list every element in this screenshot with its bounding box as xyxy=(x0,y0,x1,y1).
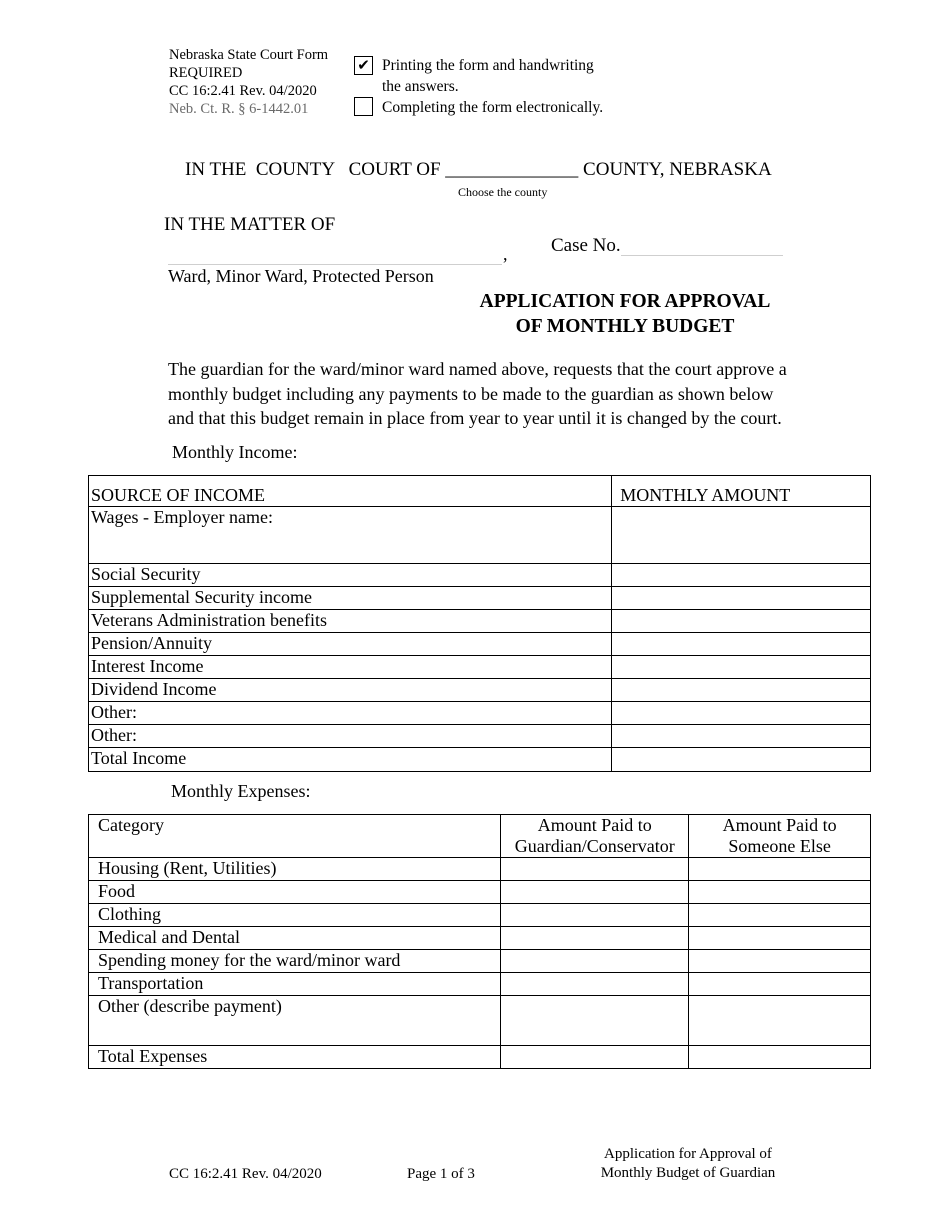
electronic-option-label: Completing the form electronically. xyxy=(382,99,604,116)
income-source: Dividend Income xyxy=(89,679,612,702)
expense-other-cell[interactable] xyxy=(689,950,871,973)
print-option-line1: Printing the form and handwriting xyxy=(382,57,594,74)
income-header-row xyxy=(89,476,871,507)
income-amount-cell[interactable] xyxy=(612,564,871,587)
expense-guardian-cell[interactable] xyxy=(501,996,689,1046)
expense-category: Housing (Rent, Utilities) xyxy=(89,858,501,881)
expense-other-cell[interactable] xyxy=(689,973,871,996)
print-option-checkbox[interactable]: ✔ xyxy=(354,56,373,75)
col-guardian-line2: Guardian/Conservator xyxy=(514,836,675,856)
income-source: Pension/Annuity xyxy=(89,633,612,656)
intro-line: The guardian for the ward/minor ward named above, requests that the court approve a xyxy=(168,359,787,379)
expense-other-cell[interactable] xyxy=(689,904,871,927)
col-other-line1: Amount Paid to xyxy=(722,815,837,835)
form-identification xyxy=(169,46,328,118)
table-row xyxy=(89,702,871,725)
footer-title-line2: Monthly Budget of Guardian xyxy=(600,1165,776,1181)
expenses-heading: Monthly Expenses: xyxy=(171,781,311,801)
income-amount-cell[interactable] xyxy=(612,656,871,679)
expense-guardian-cell[interactable] xyxy=(501,881,689,904)
ward-name-comma: , xyxy=(503,244,508,264)
print-option-line2: the answers. xyxy=(382,78,459,95)
expense-guardian-cell[interactable] xyxy=(501,858,689,881)
table-row xyxy=(89,973,871,996)
table-row xyxy=(89,564,871,587)
form-required: REQUIRED xyxy=(169,65,243,81)
income-source: Other: xyxy=(89,725,612,748)
footer-title-line1: Application for Approval of xyxy=(604,1146,772,1162)
case-number-field[interactable] xyxy=(621,236,783,256)
income-source: Interest Income xyxy=(89,656,612,679)
income-amount-cell[interactable] xyxy=(612,507,871,564)
footer-page-number: Page 1 of 3 xyxy=(407,1166,475,1182)
court-rule: Neb. Ct. R. § 6-1442.01 xyxy=(169,101,309,117)
expense-category: Food xyxy=(89,881,501,904)
table-row xyxy=(89,633,871,656)
table-row xyxy=(89,950,871,973)
expense-other-cell[interactable] xyxy=(689,881,871,904)
income-total-cell[interactable] xyxy=(612,748,871,772)
expense-category: Other (describe payment) xyxy=(89,996,501,1046)
print-option-label xyxy=(382,55,594,97)
court-prefix: IN THE COUNTY COURT OF xyxy=(185,159,441,180)
ward-caption: Ward, Minor Ward, Protected Person xyxy=(168,266,434,286)
expense-other-cell[interactable] xyxy=(689,996,871,1046)
income-col-amount: MONTHLY AMOUNT xyxy=(612,476,871,507)
table-row xyxy=(89,507,871,564)
income-source: Wages - Employer name: xyxy=(89,507,612,564)
income-source: Other: xyxy=(89,702,612,725)
title-line1: APPLICATION FOR APPROVAL xyxy=(479,291,771,312)
income-amount-cell[interactable] xyxy=(612,633,871,656)
table-row xyxy=(89,679,871,702)
table-row xyxy=(89,1046,871,1069)
expenses-table xyxy=(88,814,871,1069)
income-amount-cell[interactable] xyxy=(612,587,871,610)
expense-other-cell[interactable] xyxy=(689,858,871,881)
court-suffix: COUNTY, NEBRASKA xyxy=(583,159,772,180)
table-row xyxy=(89,881,871,904)
income-amount-cell[interactable] xyxy=(612,725,871,748)
footer-form-number: CC 16:2.41 Rev. 04/2020 xyxy=(169,1166,322,1182)
table-row xyxy=(89,656,871,679)
title-line2: OF MONTHLY BUDGET xyxy=(515,316,735,337)
expense-category: Spending money for the ward/minor ward xyxy=(89,950,501,973)
intro-line: monthly budget including any payments to be made to the guardian as shown below xyxy=(168,383,774,404)
income-col-source: SOURCE OF INCOME xyxy=(89,476,612,507)
table-row xyxy=(89,927,871,950)
col-other-line2: Someone Else xyxy=(728,836,831,856)
expenses-col-guardian xyxy=(501,815,689,858)
expense-category: Medical and Dental xyxy=(89,927,501,950)
income-amount-cell[interactable] xyxy=(612,679,871,702)
income-heading: Monthly Income: xyxy=(172,442,298,462)
court-caption xyxy=(185,159,772,181)
table-row xyxy=(89,748,871,772)
income-amount-cell[interactable] xyxy=(612,702,871,725)
intro-line: and that this budget remain in place from year to year until it is changed by the court. xyxy=(168,408,782,428)
expense-guardian-cell[interactable] xyxy=(501,973,689,996)
expenses-header-row xyxy=(89,815,871,858)
expenses-col-category: Category xyxy=(89,815,501,858)
income-source: Supplemental Security income xyxy=(89,587,612,610)
income-source: Social Security xyxy=(89,564,612,587)
table-row xyxy=(89,996,871,1046)
table-row xyxy=(89,904,871,927)
case-number-label: Case No. xyxy=(551,235,621,256)
electronic-option-checkbox[interactable] xyxy=(354,97,373,116)
expenses-total-guardian-cell[interactable] xyxy=(501,1046,689,1069)
form-name: Nebraska State Court Form xyxy=(169,47,329,63)
table-row xyxy=(89,725,871,748)
form-revision: CC 16:2.41 Rev. 04/2020 xyxy=(169,83,317,99)
expenses-total-label: Total Expenses xyxy=(89,1046,501,1069)
table-row xyxy=(89,858,871,881)
expenses-col-other xyxy=(689,815,871,858)
income-source: Veterans Administration benefits xyxy=(89,610,612,633)
expense-guardian-cell[interactable] xyxy=(501,927,689,950)
county-field[interactable]: ______________ xyxy=(445,159,579,180)
col-guardian-line1: Amount Paid to xyxy=(537,815,652,835)
county-hint: Choose the county xyxy=(458,185,548,199)
expense-guardian-cell[interactable] xyxy=(501,904,689,927)
expenses-total-other-cell[interactable] xyxy=(689,1046,871,1069)
expense-category: Transportation xyxy=(89,973,501,996)
document-title xyxy=(450,289,800,339)
income-amount-cell[interactable] xyxy=(612,610,871,633)
expense-category: Clothing xyxy=(89,904,501,927)
ward-name-field[interactable] xyxy=(168,244,502,265)
table-row xyxy=(89,610,871,633)
income-table xyxy=(88,475,871,772)
expense-other-cell[interactable] xyxy=(689,927,871,950)
footer-document-title xyxy=(588,1145,788,1183)
intro-paragraph xyxy=(168,357,848,431)
income-total-label: Total Income xyxy=(89,748,612,772)
table-row xyxy=(89,587,871,610)
expense-guardian-cell[interactable] xyxy=(501,950,689,973)
matter-label: IN THE MATTER OF xyxy=(164,214,336,235)
